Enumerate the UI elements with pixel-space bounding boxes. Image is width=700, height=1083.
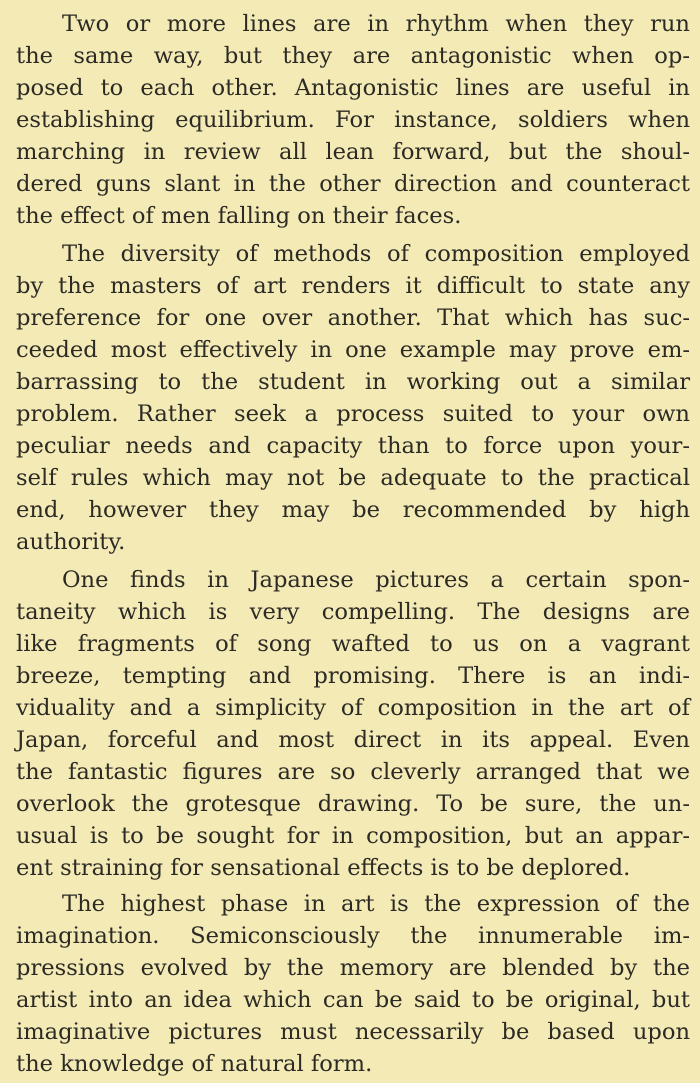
paragraph-3-line-10: ent straining for sensational effects is to be deplored.	[16, 855, 631, 881]
paragraph-3-line-1: One finds in Japanese pictures a certain spon-	[62, 567, 690, 593]
paragraph-2-line-8: self rules which may not be adequate to the practical	[16, 465, 690, 491]
paragraph-3-line-6: Japan, forceful and most direct in its appeal. Even	[16, 727, 690, 753]
paragraph-1-line-7: the effect of men falling on their faces.	[16, 203, 462, 229]
paragraph-2-line-7: peculiar needs and capacity than to force upon your-	[16, 433, 690, 459]
paragraph-3-line-9: usual is to be sought for in composition, but an appar-	[16, 823, 690, 849]
paragraph-1-line-4: establishing equilibrium. For instance, soldiers when	[16, 107, 690, 133]
paragraph-3-line-5: viduality and a simplicity of composition in the art of	[16, 695, 690, 721]
paragraph-2-line-2: by the masters of art renders it difficult to state any	[16, 273, 690, 299]
paragraph-2-line-3: preference for one over another. That which has suc-	[16, 305, 690, 331]
paragraph-2-line-5: barrassing to the student in working out a similar	[16, 369, 690, 395]
paragraph-3-line-3: like fragments of song wafted to us on a vagrant	[16, 631, 690, 657]
paragraph-4-line-3: pressions evolved by the memory are blended by the	[16, 955, 690, 981]
paragraph-4-line-5: imaginative pictures must necessarily be based upon	[16, 1019, 690, 1045]
paragraph-1-line-6: dered guns slant in the other direction and counteract	[16, 171, 690, 197]
paragraph-3-line-8: overlook the grotesque drawing. To be sure, the un-	[16, 791, 690, 817]
paragraph-1-line-3: posed to each other. Antagonistic lines are useful in	[16, 75, 690, 101]
paragraph-1-line-1: Two or more lines are in rhythm when they run	[62, 11, 690, 37]
paragraph-3-line-4: breeze, tempting and promising. There is an indi-	[16, 663, 690, 689]
paragraph-4-line-1: The highest phase in art is the expression of the	[62, 891, 690, 917]
paragraph-4-line-4: artist into an idea which can be said to be original, but	[16, 987, 690, 1013]
paragraph-3-line-7: the fantastic figures are so cleverly arranged that we	[16, 759, 690, 785]
paragraph-4-line-6: the knowledge of natural form.	[16, 1051, 373, 1077]
paragraph-2-line-6: problem. Rather seek a process suited to your own	[16, 401, 690, 427]
paragraph-1-line-5: marching in review all lean forward, but the shoul-	[16, 139, 690, 165]
paragraph-2-line-4: ceeded most effectively in one example may prove em-	[16, 337, 690, 363]
paragraph-2-line-9: end, however they may be recommended by high	[16, 497, 690, 523]
paragraph-3-line-2: taneity which is very compelling. The designs are	[16, 599, 690, 625]
paragraph-1-line-2: the same way, but they are antagonistic when op-	[16, 43, 690, 69]
paragraph-2-line-10: authority.	[16, 529, 126, 555]
paragraph-4-line-2: imagination. Semiconsciously the innumerable im-	[16, 923, 690, 949]
paragraph-2-line-1: The diversity of methods of composition employed	[62, 241, 690, 267]
